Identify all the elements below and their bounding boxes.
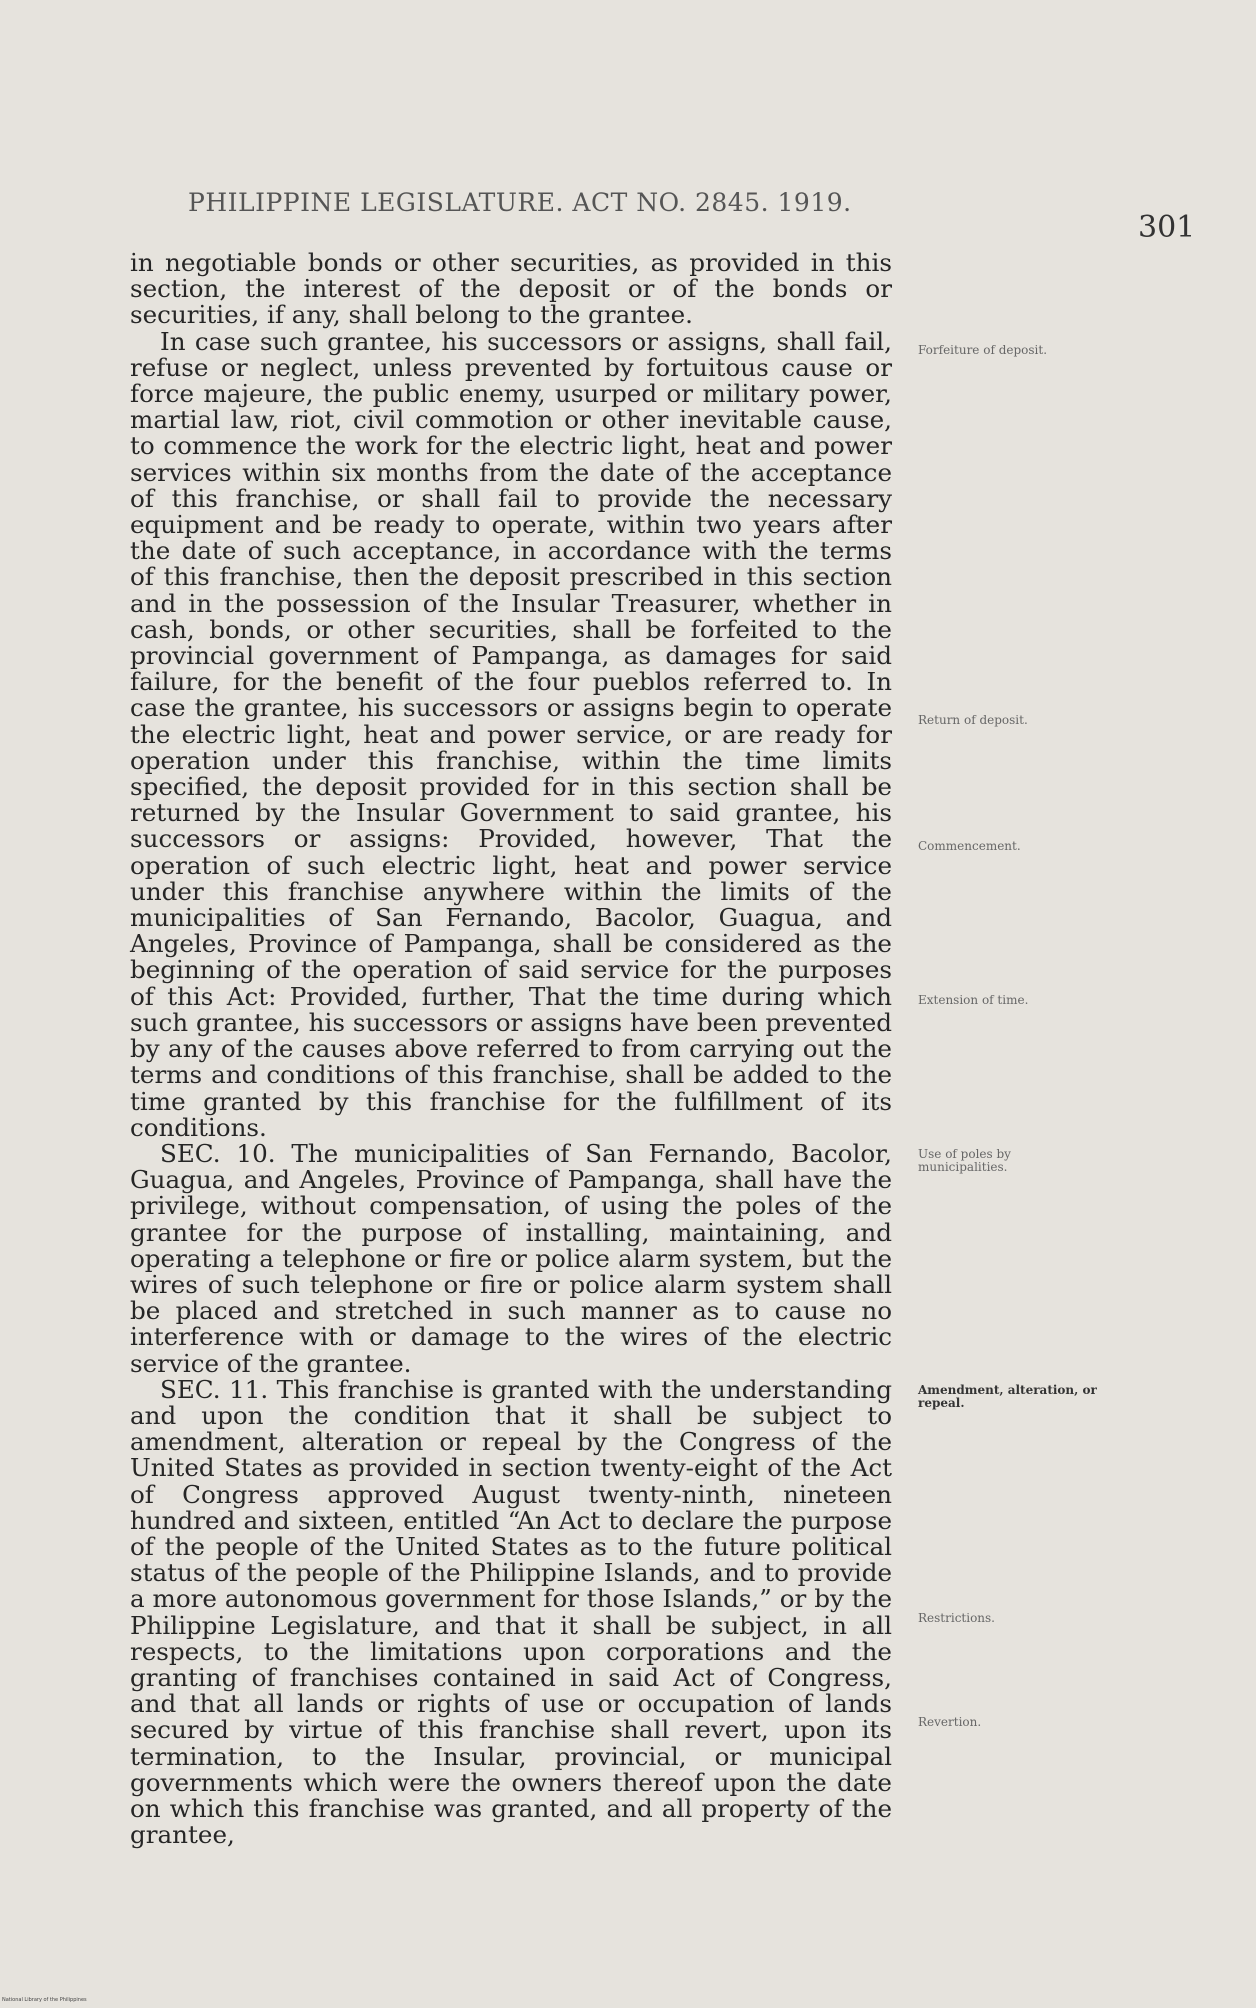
archive-footer: National Library of the Philippines bbox=[2, 1997, 87, 2003]
margin-note-revertion: Revertion. bbox=[918, 1715, 982, 1729]
margin-note-forfeiture: Forfeiture of deposit. bbox=[918, 343, 1048, 357]
running-header: PHILIPPINE LEGISLATURE. ACT NO. 2845. 1919. bbox=[188, 188, 852, 217]
margin-note-use-of-poles: Use of poles by municipalities. bbox=[918, 1147, 1011, 1174]
paragraph-section-10: SEC. 10. The municipalities of San Fernando, Bacolor, Guagua, and Angeles, Province of Pampanga, shall have the privilege, without compensation, of using the poles of the grantee for the purpose of installing, maintaining, and operating a telephone or fire or police alarm system, but the wires of such telephone or fire or police alarm system shall be placed and stretched in such manner as to cause no interference with or damage to the wires of the electric service of the grantee. bbox=[130, 1138, 892, 1378]
margin-note-extension: Extension of time. bbox=[918, 993, 1029, 1007]
margin-note-commencement: Commencement. bbox=[918, 839, 1021, 853]
paragraph-forfeiture: In case such grantee, his successors or assigns, shall fail, refuse or neglect, unless prevented by fortuitous cause or force majeure, the public enemy, usurped or military power, martial law, riot, civil commotion or other inevitable cause, to commence the work for the electric light, heat and power services within six months from the date of the acceptance of this franchise, or shall fail to provide the necessary equipment and be ready to operate, within two years after the date of such acceptance, in accordance with the terms of this franchise, then the deposit prescribed in this section and in the possession of the Insular Treasurer, whether in cash, bonds, or other securities, shall be forfeited to the provincial government of Pampanga, as damages for said failure, for the benefit of the four pueblos referred to. In case the grantee, his successors or assigns begin to operate the electric light, heat and power service, or are ready for operation under this franchise, within the time limits specified, the deposit provided for in this section shall be returned by the Insular Government to said grantee, his successors or assigns: Provided, however, That the operation of such electric light, heat and power service under this franchise anywhere within the limits of the municipalities of San Fernando, Bacolor, Guagua, and Angeles, Province of Pampanga, shall be considered as the beginning of the operation of said service for the purposes of this Act: Provided, further, That the time during which such grantee, his successors or assigns have been prevented by any of the causes above referred to from carrying out the terms and conditions of this franchise, shall be added to the time granted by this franchise for the fulfillment of its conditions. bbox=[130, 326, 892, 1142]
paragraph-section-11: SEC. 11. This franchise is granted with the understanding and upon the condition that it shall be subject to amendment, alteration or repeal by the Congress of the United States as provided in section twenty-eight of the Act of Congress approved August twenty-ninth, nineteen hundred and sixteen, entitled “An Act to declare the purpose of the people of the United States as to the future political status of the people of the Philippine Islands, and to provide a more autonomous government for those Islands,” or by the Philippine Legislature, and that it shall be subject, in all respects, to the limitations upon corporations and the granting of franchises contained in said Act of Congress, and that all lands or rights of use or occupation of lands secured by virtue of this franchise shall revert, upon its termination, to the Insular, provincial, or municipal governments which were the owners thereof upon the date on which this franchise was granted, and all property of the grantee, bbox=[130, 1374, 892, 1850]
margin-note-amendment: Amendment, alteration, or repeal. bbox=[918, 1383, 1097, 1410]
margin-note-return: Return of deposit. bbox=[918, 713, 1028, 727]
body-text bbox=[130, 250, 892, 1848]
paragraph-continuation: in negotiable bonds or other securities, as provided in this section, the interest of the deposit or of the bonds or securities, if any, shall belong to the grantee. bbox=[130, 248, 892, 330]
page-number: 301 bbox=[1138, 210, 1196, 245]
margin-note-restrictions: Restrictions. bbox=[918, 1611, 995, 1625]
